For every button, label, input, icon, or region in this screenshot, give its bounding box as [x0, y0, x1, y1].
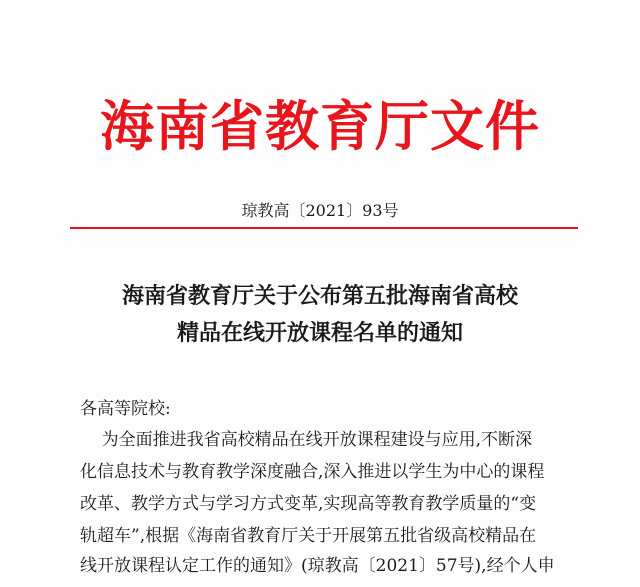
- notice-title-line-1: 海南省教育厅关于公布第五批海南省高校: [121, 284, 518, 309]
- body-line-1: 为全面推进我省高校精品在线开放课程建设与应用,不断深: [80, 430, 533, 450]
- document-number: 琼教高〔2021〕93号: [241, 201, 399, 220]
- red-divider-line: [70, 227, 578, 229]
- body-line-3: 改革、教学方式与学习方式变革,实现高等教育教学质量的“变: [80, 494, 537, 514]
- document-header-title: 海南省教育厅文件: [100, 95, 540, 158]
- salutation: 各高等院校:: [80, 399, 171, 419]
- body-line-2: 化信息技术与教育教学深度融合,深入推进以学生为中心的课程: [80, 462, 545, 482]
- body-line-4: 轨超车”,根据《海南省教育厅关于开展第五批省级高校精品在: [80, 526, 537, 546]
- notice-title-line-2: 精品在线开放课程名单的通知: [176, 321, 463, 346]
- body-line-5: 线开放课程认定工作的通知》(琼教高〔2021〕57号),经个人申: [80, 556, 555, 576]
